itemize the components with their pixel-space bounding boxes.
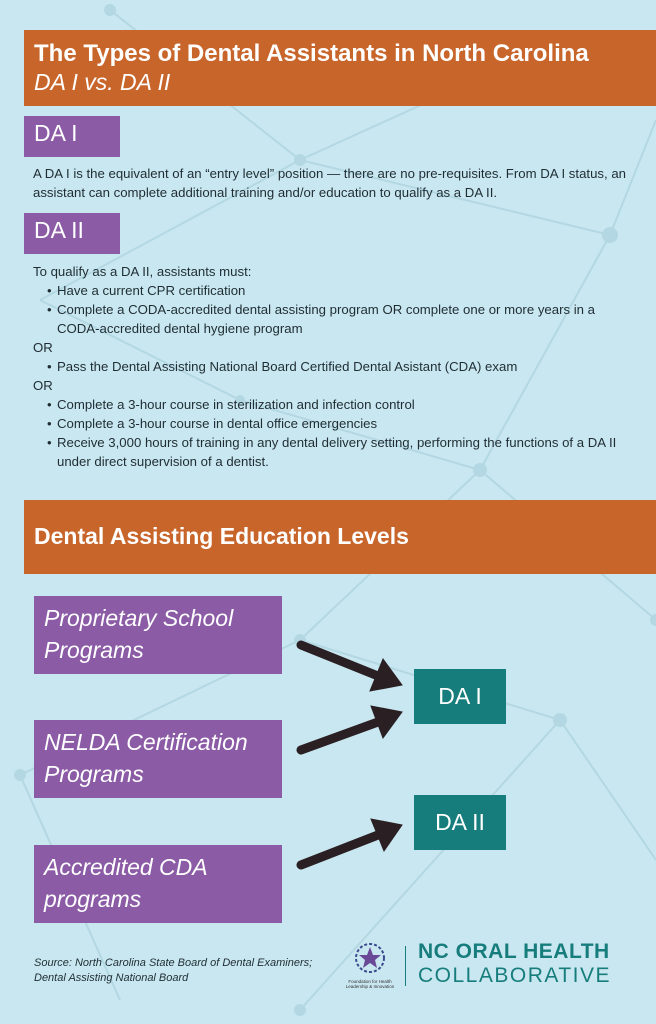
list-item: • Pass the Dental Assisting National Board Certified Dental Asistant (CDA) exam bbox=[47, 357, 633, 376]
arrow-proprietary-to-da1 bbox=[301, 645, 378, 676]
foundation-caption: Foundation for Health Leadership & Innovation bbox=[345, 979, 395, 989]
page-title: The Types of Dental Assistants in North Carolina bbox=[34, 40, 589, 67]
list-item: • Complete a CODA-accredited dental assisting program OR complete one or more years in a CODA-accredited dental hygiene program bbox=[47, 300, 633, 338]
nc-oral-health-logo-line2: COLLABORATIVE bbox=[418, 964, 611, 987]
page-subtitle: DA I vs. DA II bbox=[34, 69, 171, 95]
list-item: • Receive 3,000 hours of training in any dental delivery setting, performing the functions of a DA II under direct supervision of a dentist. bbox=[47, 433, 633, 471]
proprietary-school-box: Proprietary School Programs bbox=[34, 596, 282, 674]
da1-level-box: DA I bbox=[414, 669, 506, 724]
source-line-2: Dental Assisting National Board bbox=[34, 972, 189, 984]
da2-heading: DA II bbox=[24, 213, 120, 254]
da2-intro: To qualify as a DA II, assistants must: bbox=[33, 264, 252, 279]
da1-heading: DA I bbox=[24, 116, 120, 157]
nc-oral-health-logo-line1: NC ORAL HEALTH bbox=[418, 940, 610, 963]
list-item: • Complete a 3-hour course in sterilization and infection control bbox=[47, 395, 633, 414]
arrow-cda-to-da2 bbox=[301, 835, 378, 865]
list-item: • Have a current CPR certification bbox=[47, 281, 633, 300]
arrow-nelda-to-da1 bbox=[301, 722, 378, 750]
da1-description: A DA I is the equivalent of an “entry level” position — there are no pre-requisites. From DA I status, an assistant can complete additional training and/or education to qualify as a DA II. bbox=[33, 166, 626, 200]
list-item: • Complete a 3-hour course in dental office emergencies bbox=[47, 414, 633, 433]
or-separator: OR bbox=[33, 378, 53, 393]
accredited-cda-box: Accredited CDA programs bbox=[34, 845, 282, 923]
da2-level-box: DA II bbox=[414, 795, 506, 850]
source-line-1: Source: North Carolina State Board of Dental Examiners; bbox=[34, 957, 313, 969]
education-banner: Dental Assisting Education Levels bbox=[24, 500, 656, 574]
or-separator: OR bbox=[33, 340, 53, 355]
nelda-certification-box: NELDA Certification Programs bbox=[34, 720, 282, 798]
